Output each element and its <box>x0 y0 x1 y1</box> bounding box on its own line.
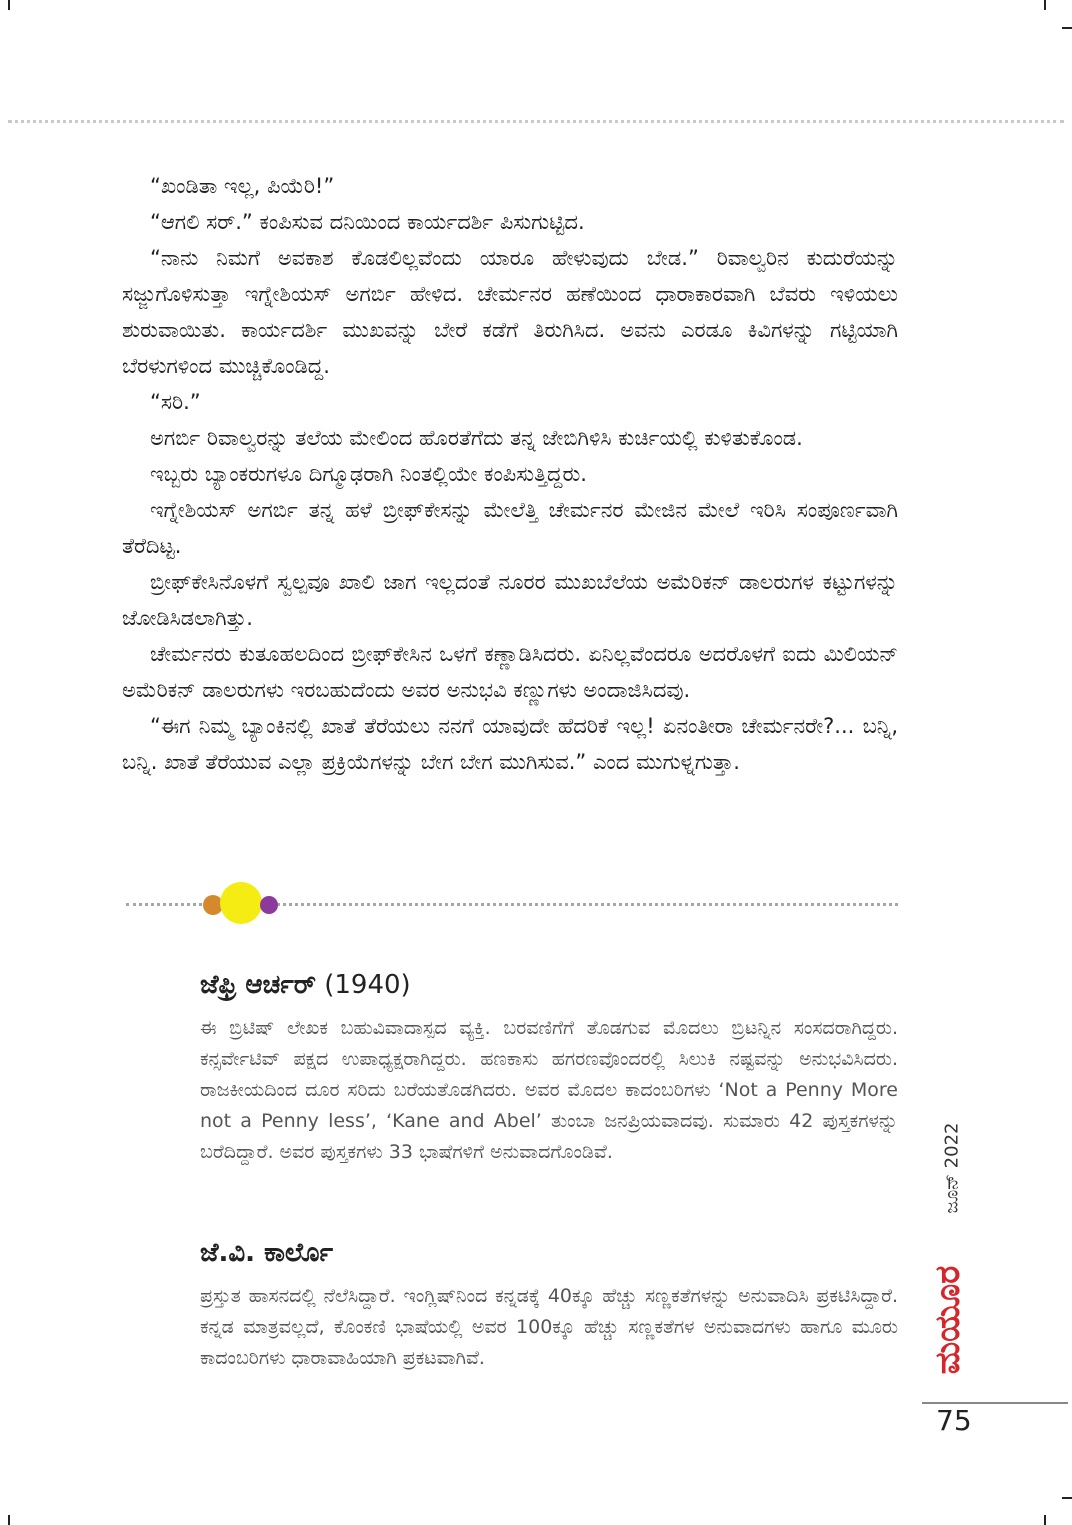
crop-mark-top-right <box>1044 0 1046 10</box>
magazine-logo: ಮಯೂರ <box>928 1265 968 1375</box>
yellow-dot-ornament <box>220 882 262 924</box>
purple-dot-ornament <box>260 896 278 914</box>
story-paragraph: ಬ್ರೀಫ್‌ಕೇಸಿನೊಳಗೆ ಸ್ವಲ್ಪವೂ ಖಾಲಿ ಜಾಗ ಇಲ್ಲದಂತೆ ನೂರರ ಮುಖಬೆಲೆಯ ಅಮೆರಿಕನ್ ಡಾಲರುಗಳ ಕಟ್ಟುಗಳನ್ನು ಜೋಡಿಸಿಡಲಾಗಿತ್ತು. <box>122 570 898 630</box>
story-paragraph: ಇಬ್ಬರು ಬ್ಯಾಂಕರುಗಳೂ ದಿಗ್ಮೂಢರಾಗಿ ನಿಂತಲ್ಲಿಯೇ ಕಂಪಿಸುತ್ತಿದ್ದರು. <box>150 462 587 486</box>
translator-name-heading: ಜೆ.ವಿ. ಕಾರ್ಲೊ <box>200 1238 333 1268</box>
story-paragraph: “ನಾನು ನಿಮಗೆ ಅವಕಾಶ ಕೊಡಲಿಲ್ಲವೆಂದು ಯಾರೂ ಹೇಳುವುದು ಬೇಡ.” ರಿವಾಲ್ವರಿನ ಕುದುರೆಯನ್ನು ಸಜ್ಜುಗೊಳಿಸುತ್ತಾ ಇಗ್ನೇಶಿಯಸ್ ಅಗರ್ಬಿ ಹೇಳಿದ. ಚೇರ್ಮನರ ಹಣೆಯಿಂದ ಧಾರಾಕಾರವಾಗಿ ಬೆವರು ಇಳಿಯಲು ಶುರುವಾಯಿತು. ಕಾರ್ಯದರ್ಶಿ ಮುಖವನ್ನು ಬೇರೆ ಕಡೆಗೆ ತಿರುಗಿಸಿದ. ಅವನು ಎರಡೂ ಕಿವಿಗಳನ್ನು ಗಟ್ಟಿಯಾಗಿ ಬೆರಳುಗಳಿಂದ ಮುಚ್ಚಿಕೊಂಡಿದ್ದ. <box>122 246 898 378</box>
author-bio <box>200 970 898 1168</box>
crop-mark-bottom-right <box>1044 1515 1046 1525</box>
story-text <box>122 168 898 780</box>
author-bio-text: ಈ ಬ್ರಿಟಿಷ್ ಲೇಖಕ ಬಹುವಿವಾದಾಸ್ಪದ ವ್ಯಕ್ತಿ. ಬರವಣಿಗೆಗೆ ತೊಡಗುವ ಮೊದಲು ಬ್ರಿಟನ್ನಿನ ಸಂಸದರಾಗಿದ್ದರು. ಕನ್ಸರ್ವೇಟಿವ್ ಪಕ್ಷದ ಉಪಾಧ್ಯಕ್ಷರಾಗಿದ್ದರು. ಹಣಕಾಸು ಹಗರಣವೊಂದರಲ್ಲಿ ಸಿಲುಕಿ ನಷ್ಟವನ್ನು ಅನುಭವಿಸಿದರು. ರಾಜಕೀಯದಿಂದ ದೂರ ಸರಿದು ಬರೆಯತೊಡಗಿದರು. ಅವರ ಮೊದಲ ಕಾದಂಬರಿಗಳು ‘Not a Penny More not a Penny less’, ‘Kane and Abel’ ತುಂಬಾ ಜನಪ್ರಿಯವಾದವು. ಸುಮಾರು 42 ಪುಸ್ತಕಗಳನ್ನು ಬರೆದಿದ್ದಾರೆ. ಅವರ ಪುಸ್ತಕಗಳು 33 ಭಾಷೆಗಳಿಗೆ ಅನುವಾದಗೊಂಡಿವೆ. <box>200 1017 898 1163</box>
author-name: ಜೆಫ್ರಿ ಆರ್ಚರ್ <box>200 970 316 1000</box>
magazine-logo-vertical <box>926 1250 970 1390</box>
story-paragraph: ಚೇರ್ಮನರು ಕುತೂಹಲದಿಂದ ಬ್ರೀಫ್‌ಕೇಸಿನ ಒಳಗೆ ಕಣ್ಣಾಡಿಸಿದರು. ಏನಿಲ್ಲವೆಂದರೂ ಅದರೊಳಗೆ ಐದು ಮಿಲಿಯನ್ ಅಮೆರಿಕನ್ ಡಾಲರುಗಳು ಇರಬಹುದೆಂದು ಅವರ ಅನುಭವಿ ಕಣ್ಣುಗಳು ಅಂದಾಜಿಸಿದವು. <box>122 642 898 702</box>
story-paragraph: ಇಗ್ನೇಶಿಯಸ್ ಅಗರ್ಬಿ ತನ್ನ ಹಳೆ ಬ್ರೀಫ್‌ಕೇಸನ್ನು ಮೇಲೆತ್ತಿ ಚೇರ್ಮನರ ಮೇಜಿನ ಮೇಲೆ ಇರಿಸಿ ಸಂಪೂರ್ಣವಾಗಿ ತೆರೆದಿಟ್ಟ. <box>122 498 898 558</box>
story-paragraph: “ಆಗಲಿ ಸರ್.” ಕಂಪಿಸುವ ದನಿಯಿಂದ ಕಾರ್ಯದರ್ಶಿ ಪಿಸುಗುಟ್ಟಿದ. <box>150 210 585 234</box>
author-name-heading <box>200 970 898 1001</box>
story-paragraph: ಅಗರ್ಬಿ ರಿವಾಲ್ವರನ್ನು ತಲೆಯ ಮೇಲಿಂದ ಹೊರತೆಗೆದು ತನ್ನ ಜೇಬಿಗಿಳಿಸಿ ಕುರ್ಚಿಯಲ್ಲಿ ಕುಳಿತುಕೊಂಡ. <box>150 426 803 450</box>
crop-mark-top-left <box>8 0 10 10</box>
issue-date: ಜೂನ್ 2022 <box>941 1122 963 1214</box>
translator-bio-text: ಪ್ರಸ್ತುತ ಹಾಸನದಲ್ಲಿ ನೆಲೆಸಿದ್ದಾರೆ. ಇಂಗ್ಲಿಷ್‌ನಿಂದ ಕನ್ನಡಕ್ಕೆ 40ಕ್ಕೂ ಹೆಚ್ಚು ಸಣ್ಣಕತೆಗಳನ್ನು ಅನುವಾದಿಸಿ ಪ್ರಕಟಿಸಿದ್ದಾರೆ. ಕನ್ನಡ ಮಾತ್ರವಲ್ಲದೆ, ಕೊಂಕಣಿ ಭಾಷೆಯಲ್ಲಿ ಅವರ 100ಕ್ಕೂ ಹೆಚ್ಚು ಸಣ್ಣಕತೆಗಳ ಅನುವಾದಗಳು ಹಾಗೂ ಮೂರು ಕಾದಂಬರಿಗಳು ಧಾರಾವಾಹಿಯಾಗಿ ಪ್ರಕಟವಾಗಿವೆ. <box>200 1285 898 1369</box>
crop-mark-right-upper <box>1062 27 1072 29</box>
story-paragraph: “ಈಗ ನಿಮ್ಮ ಬ್ಯಾಂಕಿನಲ್ಲಿ ಖಾತೆ ತೆರೆಯಲು ನನಗೆ ಯಾವುದೇ ಹೆದರಿಕೆ ಇಲ್ಲ! ಏನಂತೀರಾ ಚೇರ್ಮನರೇ?... ಬನ್ನಿ, ಬನ್ನಿ. ಖಾತೆ ತೆರೆಯುವ ಎಲ್ಲಾ ಪ್ರಕ್ರಿಯೆಗಳನ್ನು ಬೇಗ ಬೇಗ ಮುಗಿಸುವ.” ಎಂದ ಮುಗುಳ್ನಗುತ್ತಾ. <box>122 714 898 774</box>
crop-mark-right-lower <box>1062 1497 1072 1499</box>
page-number: 75 <box>936 1404 972 1437</box>
issue-date-vertical <box>937 1112 967 1224</box>
author-years: (1940) <box>315 970 411 1000</box>
crop-mark-bottom-left <box>8 1515 10 1525</box>
translator-bio <box>200 1238 898 1374</box>
top-dotted-rule <box>8 120 1064 123</box>
story-paragraph: “ಖಂಡಿತಾ ಇಲ್ಲ, ಪಿಯೆರಿ!” <box>150 174 335 198</box>
story-paragraph: “ಸರಿ.” <box>150 390 201 414</box>
